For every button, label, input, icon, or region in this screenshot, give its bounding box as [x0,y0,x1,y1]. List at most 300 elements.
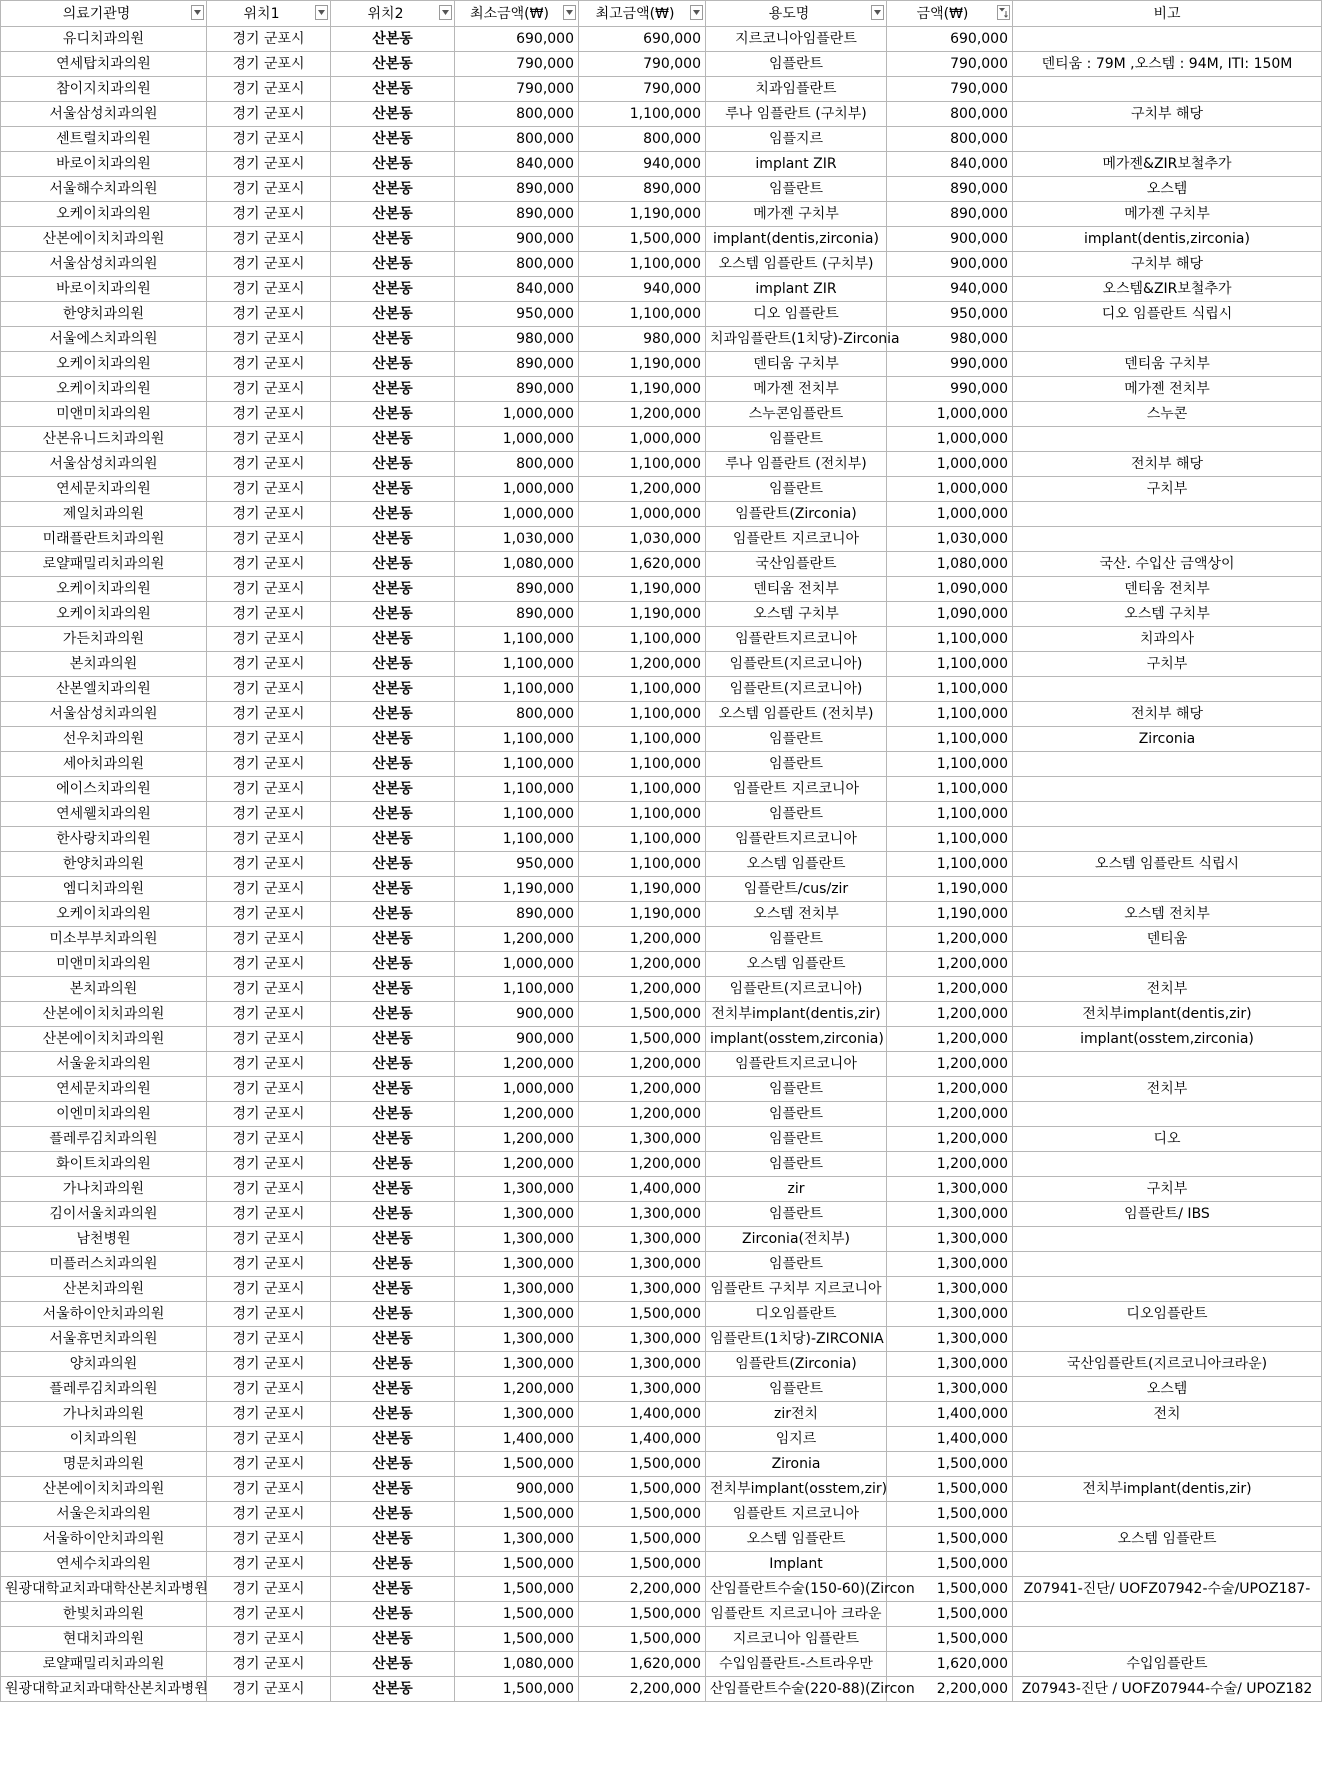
min-price-cell[interactable]: 1,000,000 [455,1077,579,1102]
usage-name-cell[interactable]: 임플란트 [706,1102,887,1127]
max-price-cell[interactable]: 690,000 [579,27,706,52]
hospital-name-cell[interactable]: 연세탑치과의원 [1,52,207,77]
min-price-cell[interactable]: 1,300,000 [455,1277,579,1302]
location2-cell[interactable]: 산본동 [331,1402,455,1427]
min-price-cell[interactable]: 1,080,000 [455,1652,579,1677]
hospital-name-cell[interactable]: 제일치과의원 [1,502,207,527]
filter-dropdown-icon[interactable] [871,5,884,20]
location1-cell[interactable]: 경기 군포시 [207,1527,331,1552]
location2-cell[interactable]: 산본동 [331,727,455,752]
remarks-cell[interactable]: 스누콘 [1013,402,1322,427]
min-price-cell[interactable]: 1,300,000 [455,1527,579,1552]
remarks-cell[interactable]: 오스템 임플란트 [1013,1527,1322,1552]
price-cell[interactable]: 1,080,000 [887,552,1013,577]
price-cell[interactable]: 1,500,000 [887,1502,1013,1527]
hospital-name-cell[interactable]: 산본에이치치과의원 [1,1002,207,1027]
usage-name-cell[interactable]: 임플란트 구치부 지르코니아 [706,1277,887,1302]
remarks-cell[interactable]: 오스템 [1013,1377,1322,1402]
usage-name-cell[interactable]: 임플란트 지르코니아 [706,527,887,552]
max-price-cell[interactable]: 1,200,000 [579,1102,706,1127]
min-price-cell[interactable]: 890,000 [455,377,579,402]
usage-name-cell[interactable]: 임플란트(지르코니아) [706,977,887,1002]
price-cell[interactable]: 1,000,000 [887,427,1013,452]
usage-name-cell[interactable]: 오스템 전치부 [706,902,887,927]
remarks-cell[interactable]: 임플란트/ IBS [1013,1202,1322,1227]
usage-name-cell[interactable]: 임플란트(Zirconia) [706,502,887,527]
hospital-name-cell[interactable]: 센트럴치과의원 [1,127,207,152]
min-price-cell[interactable]: 1,100,000 [455,677,579,702]
remarks-cell[interactable] [1013,952,1322,977]
hospital-name-cell[interactable]: 오케이치과의원 [1,902,207,927]
hospital-name-cell[interactable]: 산본엘치과의원 [1,677,207,702]
usage-name-cell[interactable]: 임플란트 [706,802,887,827]
location1-cell[interactable]: 경기 군포시 [207,1327,331,1352]
remarks-cell[interactable] [1013,1327,1322,1352]
hospital-name-cell[interactable]: 명문치과의원 [1,1452,207,1477]
hospital-name-cell[interactable]: 서울하이안치과의원 [1,1302,207,1327]
remarks-cell[interactable]: implant(osstem,zirconia) [1013,1027,1322,1052]
remarks-cell[interactable]: 구치부 해당 [1013,252,1322,277]
hospital-name-cell[interactable]: 로얄패밀리치과의원 [1,1652,207,1677]
max-price-cell[interactable]: 1,100,000 [579,852,706,877]
price-cell[interactable]: 1,200,000 [887,1127,1013,1152]
min-price-cell[interactable]: 800,000 [455,702,579,727]
usage-name-cell[interactable]: Zirconia(전치부) [706,1227,887,1252]
location2-cell[interactable]: 산본동 [331,52,455,77]
location2-cell[interactable]: 산본동 [331,602,455,627]
min-price-cell[interactable]: 800,000 [455,127,579,152]
location1-cell[interactable]: 경기 군포시 [207,1427,331,1452]
price-cell[interactable]: 1,100,000 [887,802,1013,827]
location1-cell[interactable]: 경기 군포시 [207,377,331,402]
price-cell[interactable]: 1,000,000 [887,402,1013,427]
remarks-cell[interactable] [1013,1502,1322,1527]
location2-cell[interactable]: 산본동 [331,1577,455,1602]
remarks-cell[interactable] [1013,1152,1322,1177]
location2-cell[interactable]: 산본동 [331,1377,455,1402]
hospital-name-cell[interactable]: 미플러스치과의원 [1,1252,207,1277]
location1-cell[interactable]: 경기 군포시 [207,1277,331,1302]
location2-cell[interactable]: 산본동 [331,352,455,377]
hospital-name-cell[interactable]: 플레루김치과의원 [1,1377,207,1402]
location2-cell[interactable]: 산본동 [331,1327,455,1352]
remarks-cell[interactable]: Z07941-진단/ UOFZ07942-수술/UPOZ187- [1013,1577,1322,1602]
remarks-cell[interactable]: 덴티움 : 79M ,오스템 : 94M, ITI: 150M [1013,52,1322,77]
location1-cell[interactable]: 경기 군포시 [207,127,331,152]
remarks-cell[interactable]: 전치부 해당 [1013,452,1322,477]
location1-cell[interactable]: 경기 군포시 [207,1127,331,1152]
location1-cell[interactable]: 경기 군포시 [207,1302,331,1327]
max-price-cell[interactable]: 1,100,000 [579,677,706,702]
min-price-cell[interactable]: 1,300,000 [455,1302,579,1327]
max-price-cell[interactable]: 2,200,000 [579,1677,706,1702]
remarks-cell[interactable] [1013,752,1322,777]
price-cell[interactable]: 990,000 [887,352,1013,377]
min-price-cell[interactable]: 1,200,000 [455,1152,579,1177]
location1-cell[interactable]: 경기 군포시 [207,327,331,352]
hospital-name-cell[interactable]: 바로이치과의원 [1,152,207,177]
location2-cell[interactable]: 산본동 [331,1177,455,1202]
location1-cell[interactable]: 경기 군포시 [207,527,331,552]
hospital-name-cell[interactable]: 현대치과의원 [1,1627,207,1652]
location2-cell[interactable]: 산본동 [331,27,455,52]
min-price-cell[interactable]: 1,080,000 [455,552,579,577]
min-price-cell[interactable]: 1,500,000 [455,1552,579,1577]
remarks-cell[interactable]: 디오 [1013,1127,1322,1152]
usage-name-cell[interactable]: 임플란트 지르코니아 [706,1502,887,1527]
location1-cell[interactable]: 경기 군포시 [207,1052,331,1077]
price-cell[interactable]: 940,000 [887,277,1013,302]
location2-cell[interactable]: 산본동 [331,977,455,1002]
usage-name-cell[interactable]: 임플란트 [706,752,887,777]
usage-name-cell[interactable]: 임플지르 [706,127,887,152]
min-price-cell[interactable]: 890,000 [455,577,579,602]
location2-cell[interactable]: 산본동 [331,177,455,202]
usage-name-cell[interactable]: 오스템 임플란트 [706,852,887,877]
min-price-cell[interactable]: 790,000 [455,52,579,77]
remarks-cell[interactable] [1013,327,1322,352]
max-price-cell[interactable]: 1,500,000 [579,1552,706,1577]
usage-name-cell[interactable]: 임플란트 [706,1127,887,1152]
usage-name-cell[interactable]: 임플란트지르코니아 [706,1052,887,1077]
min-price-cell[interactable]: 1,300,000 [455,1202,579,1227]
usage-name-cell[interactable]: Implant [706,1552,887,1577]
min-price-cell[interactable]: 800,000 [455,452,579,477]
usage-name-cell[interactable]: 임플란트 [706,927,887,952]
usage-name-cell[interactable]: 디오 임플란트 [706,302,887,327]
min-price-cell[interactable]: 1,100,000 [455,777,579,802]
remarks-cell[interactable] [1013,1102,1322,1127]
location2-cell[interactable]: 산본동 [331,1102,455,1127]
min-price-cell[interactable]: 1,100,000 [455,752,579,777]
hospital-name-cell[interactable]: 미래플란트치과의원 [1,527,207,552]
min-price-cell[interactable]: 840,000 [455,277,579,302]
location2-cell[interactable]: 산본동 [331,552,455,577]
price-cell[interactable]: 1,200,000 [887,927,1013,952]
usage-name-cell[interactable]: 임플란트 [706,52,887,77]
max-price-cell[interactable]: 1,500,000 [579,1627,706,1652]
usage-name-cell[interactable]: 메가젠 구치부 [706,202,887,227]
price-cell[interactable]: 1,200,000 [887,977,1013,1002]
location2-cell[interactable]: 산본동 [331,1552,455,1577]
price-cell[interactable]: 1,100,000 [887,627,1013,652]
min-price-cell[interactable]: 890,000 [455,352,579,377]
price-cell[interactable]: 2,200,000 [887,1677,1013,1702]
price-cell[interactable]: 1,090,000 [887,577,1013,602]
hospital-name-cell[interactable]: 양치과의원 [1,1352,207,1377]
usage-name-cell[interactable]: 임플란트 [706,727,887,752]
min-price-cell[interactable]: 1,100,000 [455,727,579,752]
remarks-cell[interactable]: implant(dentis,zirconia) [1013,227,1322,252]
hospital-name-cell[interactable]: 이치과의원 [1,1427,207,1452]
max-price-cell[interactable]: 940,000 [579,277,706,302]
price-cell[interactable]: 1,000,000 [887,477,1013,502]
remarks-cell[interactable]: 전치부 해당 [1013,702,1322,727]
location1-cell[interactable]: 경기 군포시 [207,927,331,952]
price-cell[interactable]: 980,000 [887,327,1013,352]
hospital-name-cell[interactable]: 가나치과의원 [1,1177,207,1202]
location1-cell[interactable]: 경기 군포시 [207,1177,331,1202]
location1-cell[interactable]: 경기 군포시 [207,852,331,877]
usage-name-cell[interactable]: 오스템 임플란트 [706,1527,887,1552]
location2-cell[interactable]: 산본동 [331,1002,455,1027]
max-price-cell[interactable]: 1,030,000 [579,527,706,552]
location1-cell[interactable]: 경기 군포시 [207,752,331,777]
location1-cell[interactable]: 경기 군포시 [207,1352,331,1377]
location1-cell[interactable]: 경기 군포시 [207,302,331,327]
remarks-cell[interactable]: 구치부 해당 [1013,102,1322,127]
location1-cell[interactable]: 경기 군포시 [207,77,331,102]
remarks-cell[interactable]: 구치부 [1013,1177,1322,1202]
min-price-cell[interactable]: 1,500,000 [455,1677,579,1702]
price-cell[interactable]: 1,620,000 [887,1652,1013,1677]
location2-cell[interactable]: 산본동 [331,402,455,427]
usage-name-cell[interactable]: 오스템 임플란트 [706,952,887,977]
price-cell[interactable]: 1,090,000 [887,602,1013,627]
location1-cell[interactable]: 경기 군포시 [207,1602,331,1627]
max-price-cell[interactable]: 800,000 [579,127,706,152]
remarks-cell[interactable] [1013,502,1322,527]
location2-cell[interactable]: 산본동 [331,227,455,252]
usage-name-cell[interactable]: 수입임플란트-스트라우만 [706,1652,887,1677]
remarks-cell[interactable] [1013,827,1322,852]
location2-cell[interactable]: 산본동 [331,1252,455,1277]
location2-cell[interactable]: 산본동 [331,1027,455,1052]
location2-cell[interactable]: 산본동 [331,1277,455,1302]
location1-cell[interactable]: 경기 군포시 [207,727,331,752]
location1-cell[interactable]: 경기 군포시 [207,652,331,677]
usage-name-cell[interactable]: 임플란트 [706,177,887,202]
hospital-name-cell[interactable]: 산본유니드치과의원 [1,427,207,452]
hospital-name-cell[interactable]: 오케이치과의원 [1,602,207,627]
location1-cell[interactable]: 경기 군포시 [207,802,331,827]
hospital-name-cell[interactable]: 유디치과의원 [1,27,207,52]
price-cell[interactable]: 790,000 [887,52,1013,77]
max-price-cell[interactable]: 1,100,000 [579,727,706,752]
hospital-name-cell[interactable]: 오케이치과의원 [1,577,207,602]
max-price-cell[interactable]: 1,500,000 [579,1527,706,1552]
sort-filter-icon[interactable] [997,5,1010,20]
price-cell[interactable]: 1,500,000 [887,1552,1013,1577]
min-price-cell[interactable]: 1,100,000 [455,627,579,652]
usage-name-cell[interactable]: 치과임플란트 [706,77,887,102]
min-price-cell[interactable]: 800,000 [455,252,579,277]
max-price-cell[interactable]: 1,100,000 [579,252,706,277]
filter-dropdown-icon[interactable] [690,5,703,20]
max-price-cell[interactable]: 1,100,000 [579,802,706,827]
location1-cell[interactable]: 경기 군포시 [207,1402,331,1427]
location1-cell[interactable]: 경기 군포시 [207,1677,331,1702]
location1-cell[interactable]: 경기 군포시 [207,402,331,427]
min-price-cell[interactable]: 690,000 [455,27,579,52]
hospital-name-cell[interactable]: 서울윤치과의원 [1,1052,207,1077]
remarks-cell[interactable]: 치과의사 [1013,627,1322,652]
location1-cell[interactable]: 경기 군포시 [207,1202,331,1227]
remarks-cell[interactable] [1013,1252,1322,1277]
location1-cell[interactable]: 경기 군포시 [207,352,331,377]
usage-name-cell[interactable]: implant ZIR [706,277,887,302]
location1-cell[interactable]: 경기 군포시 [207,1152,331,1177]
location1-cell[interactable]: 경기 군포시 [207,1077,331,1102]
location1-cell[interactable]: 경기 군포시 [207,1627,331,1652]
location1-cell[interactable]: 경기 군포시 [207,477,331,502]
location1-cell[interactable]: 경기 군포시 [207,102,331,127]
max-price-cell[interactable]: 1,100,000 [579,827,706,852]
remarks-cell[interactable] [1013,877,1322,902]
location2-cell[interactable]: 산본동 [331,902,455,927]
location1-cell[interactable]: 경기 군포시 [207,452,331,477]
remarks-cell[interactable]: 전치 [1013,1402,1322,1427]
min-price-cell[interactable]: 1,100,000 [455,827,579,852]
hospital-name-cell[interactable]: 화이트치과의원 [1,1152,207,1177]
usage-name-cell[interactable]: zir [706,1177,887,1202]
max-price-cell[interactable]: 980,000 [579,327,706,352]
min-price-cell[interactable]: 1,300,000 [455,1252,579,1277]
location1-cell[interactable]: 경기 군포시 [207,1652,331,1677]
price-cell[interactable]: 1,000,000 [887,452,1013,477]
location1-cell[interactable]: 경기 군포시 [207,577,331,602]
remarks-cell[interactable] [1013,677,1322,702]
location2-cell[interactable]: 산본동 [331,652,455,677]
location1-cell[interactable]: 경기 군포시 [207,552,331,577]
max-price-cell[interactable]: 1,200,000 [579,1052,706,1077]
max-price-cell[interactable]: 1,300,000 [579,1252,706,1277]
price-cell[interactable]: 1,200,000 [887,1052,1013,1077]
remarks-cell[interactable] [1013,1602,1322,1627]
price-cell[interactable]: 1,100,000 [887,777,1013,802]
location1-cell[interactable]: 경기 군포시 [207,1027,331,1052]
max-price-cell[interactable]: 790,000 [579,77,706,102]
price-cell[interactable]: 1,300,000 [887,1252,1013,1277]
min-price-cell[interactable]: 1,300,000 [455,1227,579,1252]
price-cell[interactable]: 1,100,000 [887,752,1013,777]
remarks-cell[interactable]: 전치부 [1013,977,1322,1002]
max-price-cell[interactable]: 1,400,000 [579,1427,706,1452]
location1-cell[interactable]: 경기 군포시 [207,902,331,927]
min-price-cell[interactable]: 950,000 [455,302,579,327]
max-price-cell[interactable]: 1,500,000 [579,1602,706,1627]
location2-cell[interactable]: 산본동 [331,1202,455,1227]
hospital-name-cell[interactable]: 에이스치과의원 [1,777,207,802]
location2-cell[interactable]: 산본동 [331,302,455,327]
location2-cell[interactable]: 산본동 [331,1527,455,1552]
location2-cell[interactable]: 산본동 [331,202,455,227]
max-price-cell[interactable]: 1,190,000 [579,577,706,602]
hospital-name-cell[interactable]: 산본치과의원 [1,1277,207,1302]
min-price-cell[interactable]: 1,500,000 [455,1452,579,1477]
hospital-name-cell[interactable]: 서울삼성치과의원 [1,702,207,727]
hospital-name-cell[interactable]: 서울휴먼치과의원 [1,1327,207,1352]
min-price-cell[interactable]: 840,000 [455,152,579,177]
max-price-cell[interactable]: 1,300,000 [579,1377,706,1402]
usage-name-cell[interactable]: 임플란트 [706,1252,887,1277]
hospital-name-cell[interactable]: 서울해수치과의원 [1,177,207,202]
max-price-cell[interactable]: 1,500,000 [579,1002,706,1027]
location2-cell[interactable]: 산본동 [331,677,455,702]
max-price-cell[interactable]: 1,190,000 [579,902,706,927]
usage-name-cell[interactable]: 임플란트 [706,1077,887,1102]
usage-name-cell[interactable]: 임플란트지르코니아 [706,627,887,652]
hospital-name-cell[interactable]: 가든치과의원 [1,627,207,652]
max-price-cell[interactable]: 1,190,000 [579,602,706,627]
location1-cell[interactable]: 경기 군포시 [207,502,331,527]
hospital-name-cell[interactable]: 미소부부치과의원 [1,927,207,952]
hospital-name-cell[interactable]: 연세웰치과의원 [1,802,207,827]
hospital-name-cell[interactable]: 플레루김치과의원 [1,1127,207,1152]
remarks-cell[interactable]: 오스템 [1013,177,1322,202]
min-price-cell[interactable]: 1,200,000 [455,1102,579,1127]
price-cell[interactable]: 1,200,000 [887,1027,1013,1052]
max-price-cell[interactable]: 1,500,000 [579,1302,706,1327]
hospital-name-cell[interactable]: 산본에이치치과의원 [1,1027,207,1052]
remarks-cell[interactable] [1013,77,1322,102]
hospital-name-cell[interactable]: 연세수치과의원 [1,1552,207,1577]
usage-name-cell[interactable]: implant(osstem,zirconia) [706,1027,887,1052]
hospital-name-cell[interactable]: 미앤미치과의원 [1,952,207,977]
min-price-cell[interactable]: 800,000 [455,102,579,127]
remarks-cell[interactable]: Z07943-진단 / UOFZ07944-수술/ UPOZ182 [1013,1677,1322,1702]
remarks-cell[interactable] [1013,1452,1322,1477]
price-cell[interactable]: 690,000 [887,27,1013,52]
location2-cell[interactable]: 산본동 [331,877,455,902]
price-cell[interactable]: 1,300,000 [887,1202,1013,1227]
location2-cell[interactable]: 산본동 [331,427,455,452]
usage-name-cell[interactable]: 국산임플란트 [706,552,887,577]
remarks-cell[interactable]: 덴티움 구치부 [1013,352,1322,377]
hospital-name-cell[interactable]: 서울삼성치과의원 [1,102,207,127]
max-price-cell[interactable]: 1,300,000 [579,1352,706,1377]
usage-name-cell[interactable]: 임플란트/cus/zir [706,877,887,902]
min-price-cell[interactable]: 1,500,000 [455,1602,579,1627]
max-price-cell[interactable]: 1,190,000 [579,352,706,377]
usage-name-cell[interactable]: 스누콘임플란트 [706,402,887,427]
usage-name-cell[interactable]: 임플란트 [706,427,887,452]
location1-cell[interactable]: 경기 군포시 [207,777,331,802]
max-price-cell[interactable]: 1,300,000 [579,1277,706,1302]
location2-cell[interactable]: 산본동 [331,1677,455,1702]
location1-cell[interactable]: 경기 군포시 [207,1552,331,1577]
max-price-cell[interactable]: 1,500,000 [579,1027,706,1052]
location2-cell[interactable]: 산본동 [331,502,455,527]
usage-name-cell[interactable]: 전치부implant(dentis,zir) [706,1002,887,1027]
remarks-cell[interactable]: 오스템 구치부 [1013,602,1322,627]
max-price-cell[interactable]: 1,200,000 [579,1152,706,1177]
usage-name-cell[interactable]: 오스템 임플란트 (구치부) [706,252,887,277]
min-price-cell[interactable]: 1,100,000 [455,802,579,827]
usage-name-cell[interactable]: 임플란트 [706,1152,887,1177]
price-cell[interactable]: 1,100,000 [887,852,1013,877]
max-price-cell[interactable]: 890,000 [579,177,706,202]
usage-name-cell[interactable]: 루나 임플란트 (구치부) [706,102,887,127]
min-price-cell[interactable]: 1,200,000 [455,1377,579,1402]
remarks-cell[interactable] [1013,427,1322,452]
remarks-cell[interactable] [1013,527,1322,552]
max-price-cell[interactable]: 1,500,000 [579,1452,706,1477]
location2-cell[interactable]: 산본동 [331,777,455,802]
remarks-cell[interactable]: 구치부 [1013,477,1322,502]
max-price-cell[interactable]: 1,100,000 [579,302,706,327]
usage-name-cell[interactable]: 지르코니아 임플란트 [706,1627,887,1652]
price-cell[interactable]: 790,000 [887,77,1013,102]
hospital-name-cell[interactable]: 엠디치과의원 [1,877,207,902]
min-price-cell[interactable]: 980,000 [455,327,579,352]
price-cell[interactable]: 1,500,000 [887,1452,1013,1477]
hospital-name-cell[interactable]: 오케이치과의원 [1,377,207,402]
location1-cell[interactable]: 경기 군포시 [207,952,331,977]
max-price-cell[interactable]: 1,100,000 [579,752,706,777]
location2-cell[interactable]: 산본동 [331,527,455,552]
remarks-cell[interactable]: 디오 임플란트 식립시 [1013,302,1322,327]
